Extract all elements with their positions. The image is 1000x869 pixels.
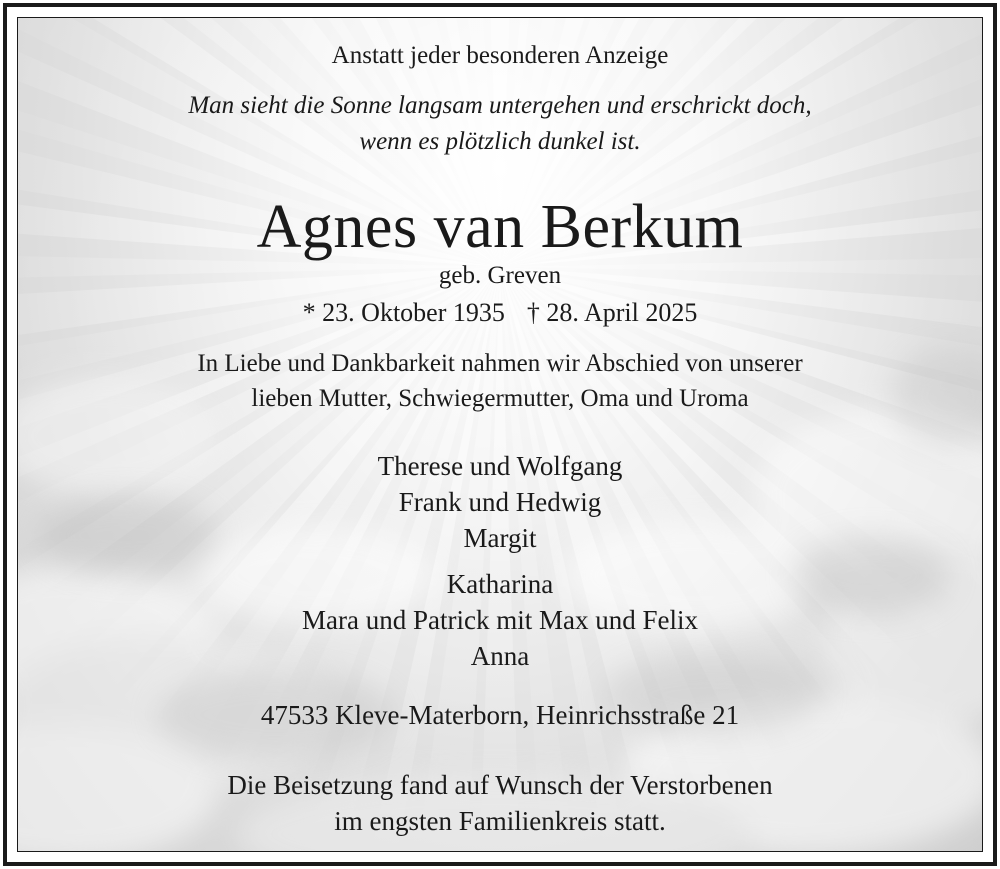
preface-text: Anstatt jeder besonderen Anzeige	[331, 42, 669, 69]
life-dates	[18, 298, 982, 328]
family-address: 47533 Kleve-Materborn, Heinrichsstraße 21	[260, 700, 740, 730]
dedication-line-2: lieben Mutter, Schwiegermutter, Oma und Uroma	[251, 385, 749, 412]
birth-date: * 23. Oktober 1935	[302, 298, 505, 327]
family-member: Mara und Patrick mit Max und Felix	[302, 605, 698, 635]
family-member: Frank und Hedwig	[398, 487, 602, 517]
dedication-line-1: In Liebe und Dankbarkeit nahmen wir Abschied von unserer	[197, 350, 803, 377]
notice-text	[18, 18, 982, 851]
outer-border	[3, 3, 997, 866]
birth-name: geb. Greven	[438, 262, 562, 289]
family-member: Therese und Wolfgang	[377, 451, 623, 481]
quote-line-2: wenn es plötzlich dunkel ist.	[359, 128, 641, 155]
family-member: Margit	[463, 523, 537, 553]
inner-border	[17, 17, 983, 852]
deceased-name: Agnes van Berkum	[256, 193, 744, 261]
quote-line-1: Man sieht die Sonne langsam untergehen und erschrickt doch,	[188, 92, 812, 119]
family-member: Katharina	[446, 569, 554, 599]
death-date: † 28. April 2025	[526, 298, 698, 327]
closing-line-2: im engsten Familienkreis statt.	[334, 806, 666, 836]
family-member: Anna	[470, 641, 530, 671]
closing-line-1: Die Beisetzung fand auf Wunsch der Verstorbenen	[227, 770, 773, 800]
